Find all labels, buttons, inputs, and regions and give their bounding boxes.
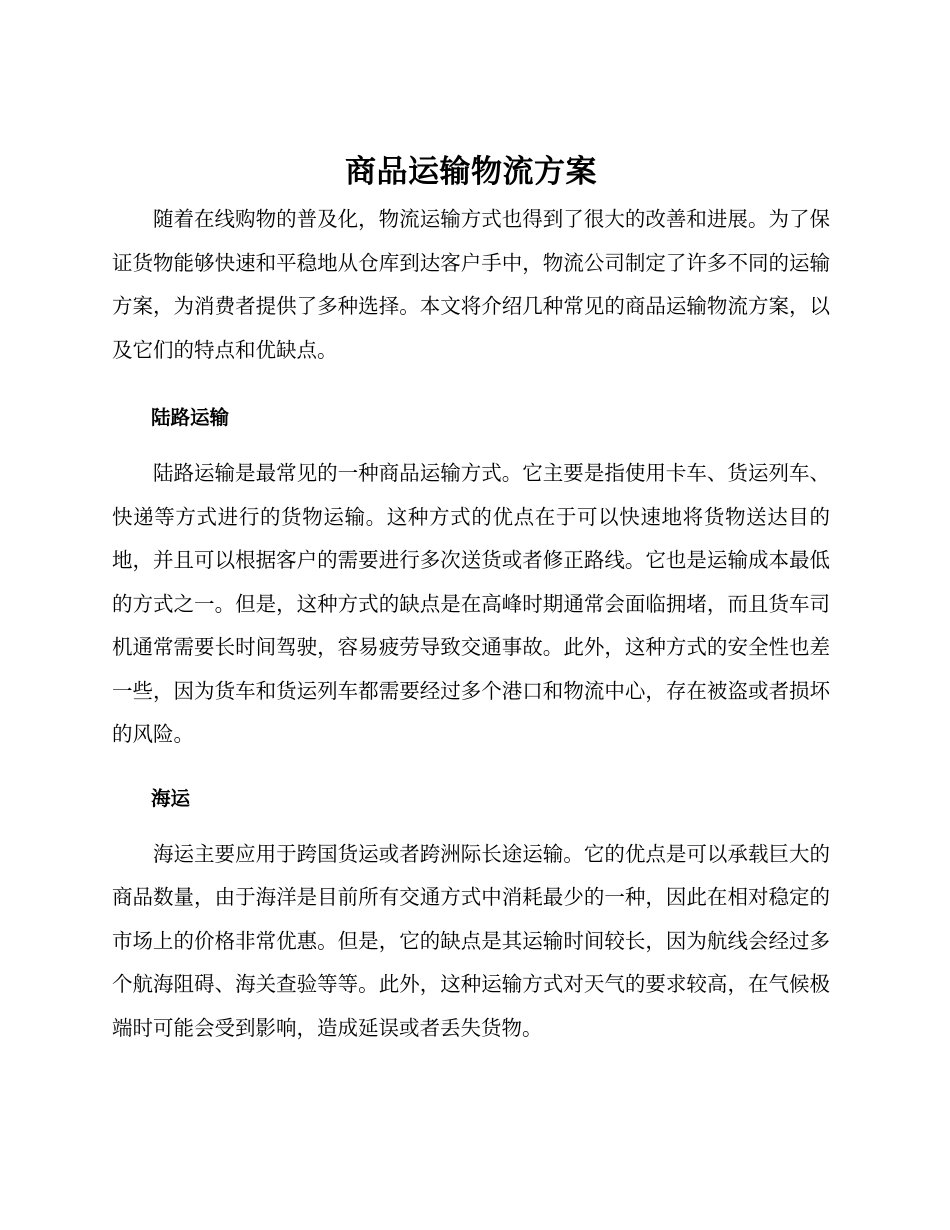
section-heading-sea-transport: 海运 (151, 786, 191, 810)
intro-paragraph: 随着在线购物的普及化，物流运输方式也得到了很大的改善和进展。为了保证货物能够快速和平稳地从仓库到达客户手中，物流公司制定了许多不同的运输方案，为消费者提供了多种选择。本文将介绍几种常见的商品运输物流方案，以及它们的特点和优缺点。 (112, 207, 830, 362)
document-title: 商品运输物流方案 (345, 154, 597, 190)
section-heading-land-transport: 陆路运输 (151, 406, 230, 429)
section-paragraph-sea-transport: 海运主要应用于跨国货运或者跨洲际长途运输。它的优点是可以承载巨大的商品数量，由于海洋是目前所有交通方式中消耗最少的一种，因此在相对稳定的市场上的价格非常优惠。但是，它的缺点是其运输时间较长，因为航线会经过多个航海阻碍、海关查验等等。此外，这种运输方式对天气的要求较高，在气候极端时可能会受到影响，造成延误或者丢失货物。 (112, 841, 830, 1040)
section-paragraph-land-transport: 陆路运输是最常见的一种商品运输方式。它主要是指使用卡车、货运列车、快递等方式进行的货物运输。这种方式的优点在于可以快速地将货物送达目的地，并且可以根据客户的需要进行多次送货或者修正路线。它也是运输成本最低的方式之一。但是，这种方式的缺点是在高峰时期通常会面临拥堵，而且货车司机通常需要长时间驾驶，容易疲劳导致交通事故。此外，这种方式的安全性也差一些，因为货车和货运列车都需要经过多个港口和物流中心，存在被盗或者损坏的风险。 (112, 461, 830, 746)
document-body (112, 150, 830, 1050)
